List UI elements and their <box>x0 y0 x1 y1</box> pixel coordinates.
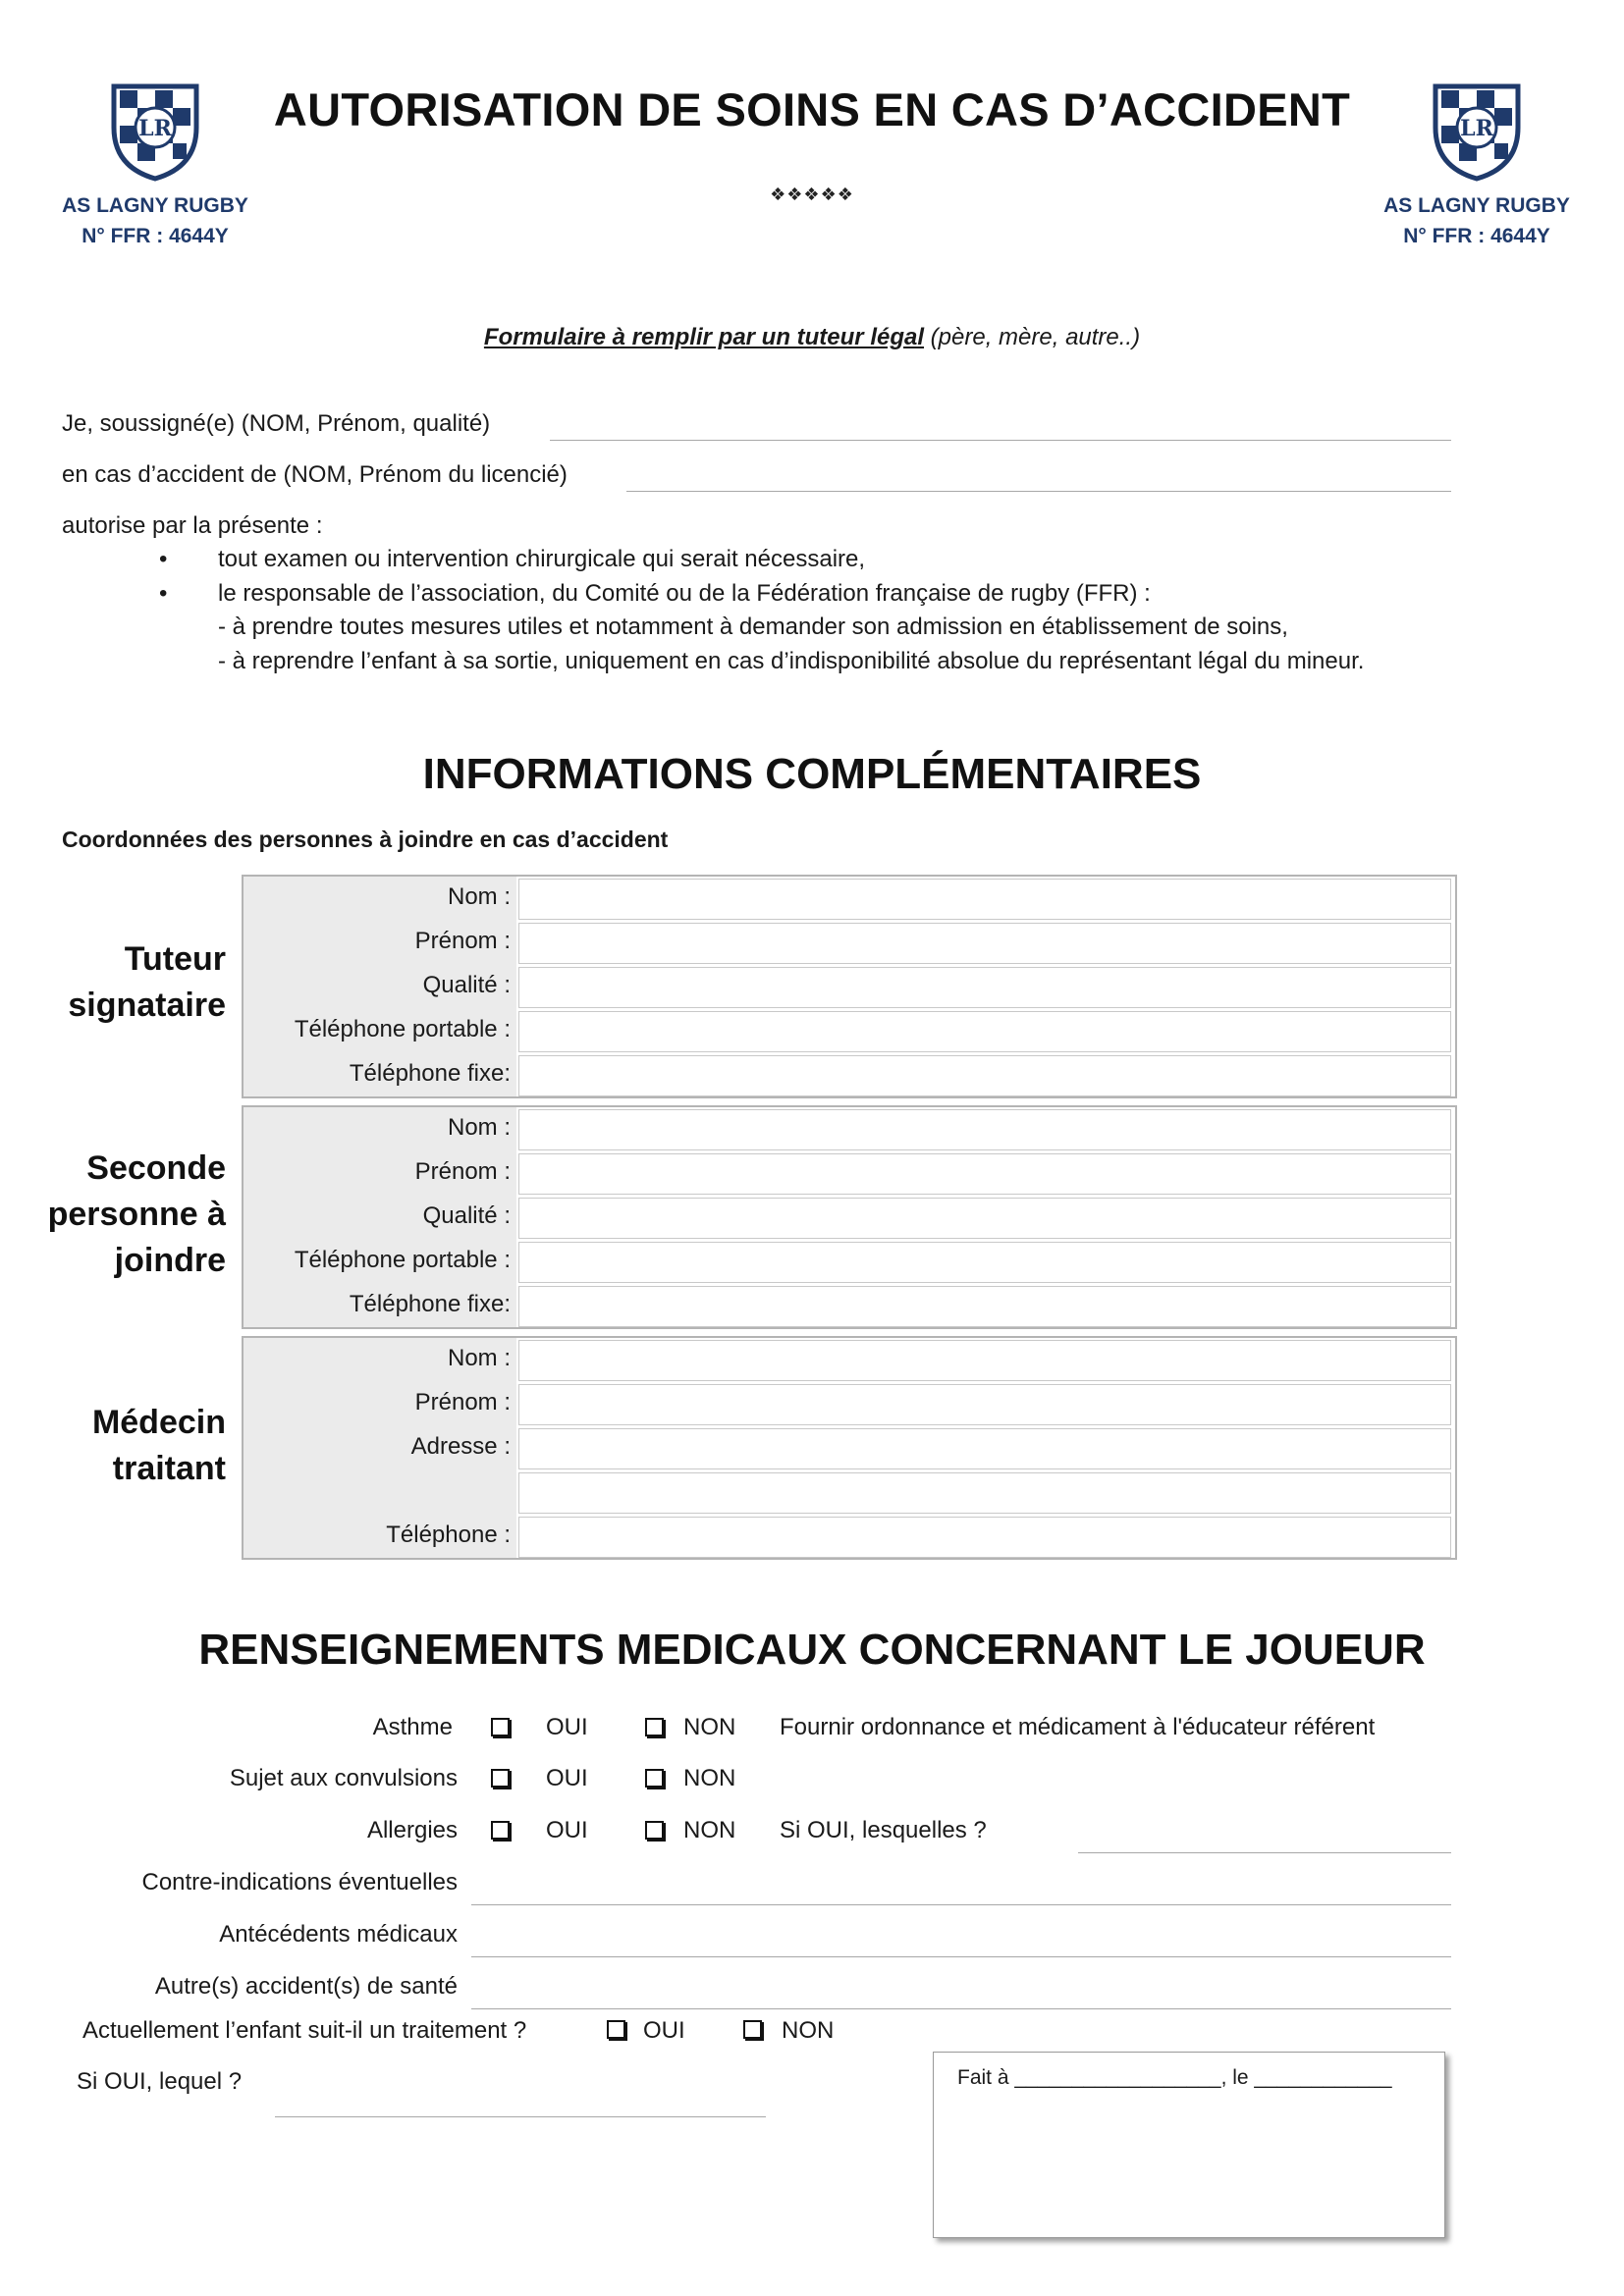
no-label: NON <box>683 1714 736 1740</box>
group-label-line: Seconde <box>86 1149 226 1187</box>
landline-phone-input[interactable] <box>518 1055 1451 1096</box>
convulsions-no-checkbox[interactable] <box>645 1769 664 1788</box>
contre-indications-field[interactable] <box>471 1904 1451 1905</box>
field-label: Qualité : <box>422 972 511 998</box>
field-row <box>244 1338 1455 1382</box>
convulsions-yes-checkbox[interactable] <box>491 1769 510 1788</box>
address-input[interactable] <box>518 1428 1451 1469</box>
field-row <box>244 1151 1455 1196</box>
group-label-line: traitant <box>112 1450 226 1487</box>
sub-item: - à reprendre l’enfant à sa sortie, uniquement en cas d’indisponibilité absolue du représentant légal du mineur. <box>218 648 1365 674</box>
traitement-question: Actuellement l’enfant suit-il un traitement ? <box>82 2017 527 2044</box>
licensee-field[interactable] <box>626 491 1451 492</box>
bullet-icon: • <box>159 546 168 572</box>
no-label: NON <box>782 2017 835 2044</box>
contact-box-medecin <box>242 1336 1457 1560</box>
field-row <box>244 1426 1455 1470</box>
field-row <box>244 1107 1455 1151</box>
yes-label: OUI <box>643 2017 685 2044</box>
fait-a-line: Fait à __________________, le ____________ <box>957 2066 1392 2089</box>
prenom-input[interactable] <box>518 1384 1451 1425</box>
yes-label: OUI <box>546 1714 588 1740</box>
field-row <box>244 1240 1455 1284</box>
subtitle-parenthetical: (père, mère, autre..) <box>924 324 1141 350</box>
field-row <box>244 1053 1455 1097</box>
yes-label: OUI <box>546 1765 588 1791</box>
allergies-detail-field[interactable] <box>1078 1852 1451 1853</box>
field-row <box>244 1470 1455 1515</box>
field-label: Téléphone fixe: <box>349 1060 511 1087</box>
mobile-phone-input[interactable] <box>518 1011 1451 1052</box>
nom-input[interactable] <box>518 1340 1451 1381</box>
field-label: Téléphone portable : <box>294 1247 511 1273</box>
traitement-yes-checkbox[interactable] <box>607 2020 625 2039</box>
group-label-line: signataire <box>68 987 226 1024</box>
field-label: Nom : <box>447 1345 511 1371</box>
sub-item: - à prendre toutes mesures utiles et notamment à demander son admission en établissement de soins, <box>218 614 1288 640</box>
asthme-label: Asthme <box>372 1714 453 1740</box>
group-label-medecin <box>29 1400 226 1492</box>
ffr-number: N° FFR : 4644Y <box>81 225 229 247</box>
allergies-note: Si OUI, lesquelles ? <box>780 1817 987 1843</box>
no-label: NON <box>683 1817 736 1843</box>
lequel-label: Si OUI, lequel ? <box>77 2068 243 2095</box>
autres-accidents-label: Autre(s) accident(s) de santé <box>154 1973 458 2000</box>
field-row <box>244 965 1455 1009</box>
field-label: Téléphone : <box>386 1522 511 1548</box>
nom-input[interactable] <box>518 879 1451 920</box>
field-label: Nom : <box>447 1114 511 1141</box>
field-row <box>244 1515 1455 1559</box>
asthme-yes-checkbox[interactable] <box>491 1718 510 1736</box>
field-label: Prénom : <box>414 928 511 954</box>
convulsions-label: Sujet aux convulsions <box>229 1765 458 1791</box>
asthme-no-checkbox[interactable] <box>645 1718 664 1736</box>
no-label: NON <box>683 1765 736 1791</box>
ffr-number: N° FFR : 4644Y <box>1403 225 1550 247</box>
field-label: Téléphone portable : <box>294 1016 511 1042</box>
yes-label: OUI <box>546 1817 588 1843</box>
signature-box[interactable] <box>933 2052 1445 2238</box>
club-name: AS LAGNY RUGBY <box>1383 194 1570 217</box>
field-row <box>244 1284 1455 1328</box>
field-row <box>244 877 1455 921</box>
mobile-phone-input[interactable] <box>518 1242 1451 1283</box>
prenom-input[interactable] <box>518 1153 1451 1195</box>
contact-box-tuteur <box>242 875 1457 1098</box>
traitement-no-checkbox[interactable] <box>743 2020 762 2039</box>
medical-title: RENSEIGNEMENTS MEDICAUX CONCERNANT LE JOUEUR <box>198 1626 1426 1674</box>
form-subtitle <box>0 324 1624 351</box>
title-ornament: ❖❖❖❖❖ <box>770 185 854 204</box>
lequel-field[interactable] <box>275 2116 766 2117</box>
undersigned-label: Je, soussigné(e) (NOM, Prénom, qualité) <box>62 410 491 437</box>
address-line2-input[interactable] <box>518 1472 1451 1514</box>
qualite-input[interactable] <box>518 1198 1451 1239</box>
subtitle-emphasis: Formulaire à remplir par un tuteur légal <box>483 324 925 350</box>
phone-input[interactable] <box>518 1517 1451 1558</box>
field-label: Prénom : <box>414 1389 511 1415</box>
contacts-subtitle: Coordonnées des personnes à joindre en cas d’accident <box>62 827 669 852</box>
document-title: AUTORISATION DE SOINS EN CAS D’ACCIDENT <box>273 83 1351 135</box>
group-label-line: Médecin <box>91 1404 226 1441</box>
allergies-no-checkbox[interactable] <box>645 1821 664 1840</box>
field-label: Téléphone fixe: <box>349 1291 511 1317</box>
group-label-line: Tuteur <box>124 940 226 978</box>
antecedents-field[interactable] <box>471 1956 1451 1957</box>
contre-indications-label: Contre-indications éventuelles <box>141 1869 458 1896</box>
bullet-icon: • <box>159 580 168 607</box>
authorise-text: autorise par la présente : <box>62 512 323 539</box>
field-label: Qualité : <box>422 1202 511 1229</box>
field-label: Adresse : <box>410 1433 511 1460</box>
bullet-item: le responsable de l’association, du Comité ou de la Fédération française de rugby (FFR) : <box>218 580 1151 607</box>
undersigned-field[interactable] <box>550 440 1451 441</box>
field-label: Prénom : <box>414 1158 511 1185</box>
group-label-line: joindre <box>114 1242 226 1279</box>
allergies-yes-checkbox[interactable] <box>491 1821 510 1840</box>
field-label: Nom : <box>447 883 511 910</box>
svg-text:LR: LR <box>1460 116 1493 141</box>
group-label-line: personne à <box>47 1196 226 1233</box>
nom-input[interactable] <box>518 1109 1451 1150</box>
bullet-item: tout examen ou intervention chirurgicale qui serait nécessaire, <box>218 546 866 572</box>
group-label-tuteur <box>29 936 226 1029</box>
licensee-label: en cas d’accident de (NOM, Prénom du licencié) <box>62 461 568 488</box>
club-name: AS LAGNY RUGBY <box>62 194 248 217</box>
contact-box-seconde-personne <box>242 1105 1457 1329</box>
infos-title: INFORMATIONS COMPLÉMENTAIRES <box>422 750 1202 798</box>
prenom-input[interactable] <box>518 923 1451 964</box>
group-label-seconde-personne <box>29 1146 226 1284</box>
antecedents-label: Antécédents médicaux <box>219 1921 458 1948</box>
asthme-note: Fournir ordonnance et médicament à l'éducateur référent <box>780 1714 1376 1740</box>
field-row <box>244 921 1455 965</box>
field-row <box>244 1009 1455 1053</box>
qualite-input[interactable] <box>518 967 1451 1008</box>
svg-text:LR: LR <box>138 116 172 141</box>
field-row <box>244 1382 1455 1426</box>
landline-phone-input[interactable] <box>518 1286 1451 1327</box>
autres-accidents-field[interactable] <box>471 2008 1451 2009</box>
field-row <box>244 1196 1455 1240</box>
allergies-label: Allergies <box>366 1817 458 1843</box>
